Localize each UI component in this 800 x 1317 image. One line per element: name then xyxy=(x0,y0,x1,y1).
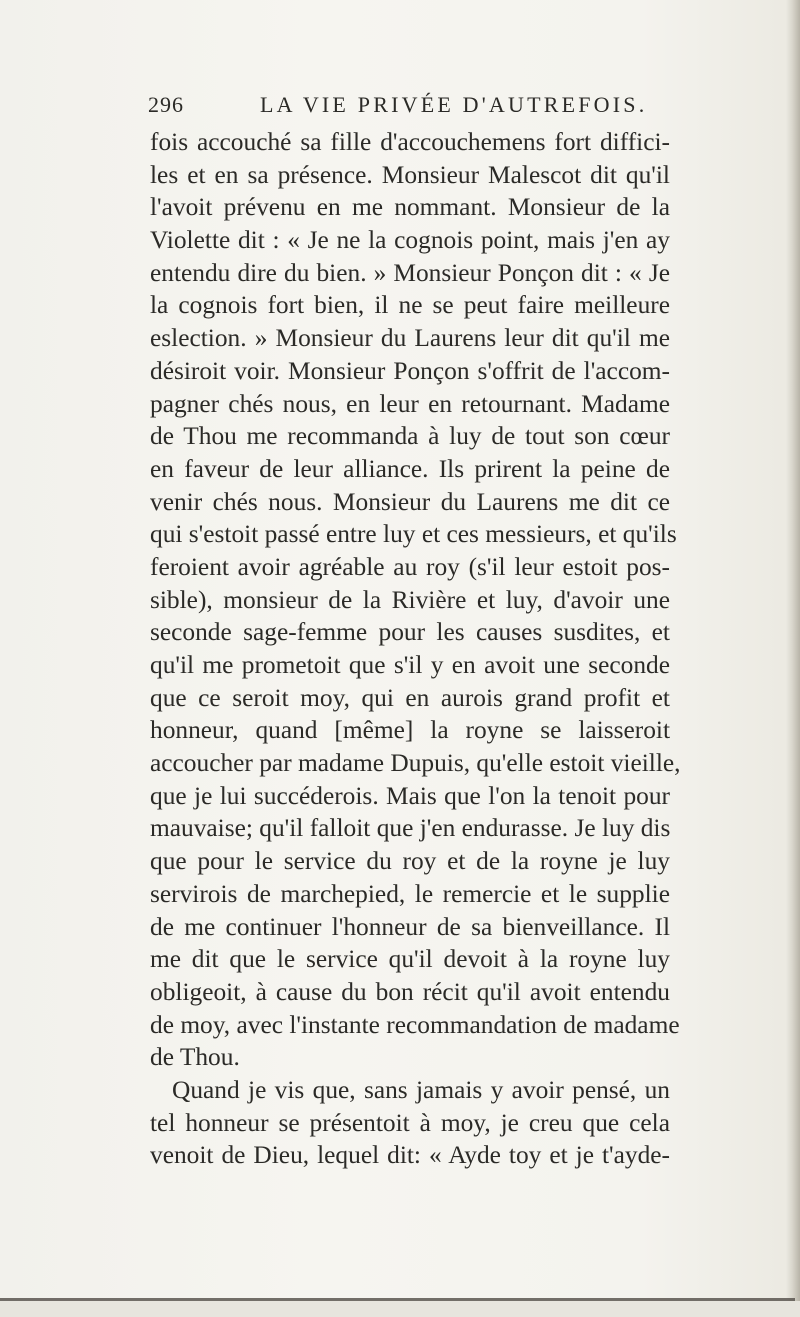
text-line: feroient avoir agréable au roy (s'il leur estoit pos- xyxy=(150,552,670,581)
running-head xyxy=(148,92,648,122)
text-line: qui s'estoit passé entre luy et ces messieurs, et qu'ils xyxy=(150,520,677,549)
text-line: désiroit voir. Monsieur Ponçon s'offrit de l'accom- xyxy=(150,356,670,385)
text-line: seconde sage-femme pour les causes susdites, et xyxy=(150,618,670,647)
text-line: Violette dit : « Je ne la cognois point, mais j'en ay xyxy=(150,226,670,255)
body-text xyxy=(150,126,681,1172)
text-line: en faveur de leur alliance. Ils prirent la peine de xyxy=(150,454,670,483)
page-bottom-margin xyxy=(0,1301,800,1317)
text-line: venoit de Dieu, lequel dit: « Ayde toy et je t'ayde- xyxy=(150,1141,670,1170)
text-line: fois accouché sa fille d'accouchemens fort diffici- xyxy=(150,128,670,156)
text-line: pagner chés nous, en leur en retournant. Madame xyxy=(150,389,670,418)
text-line: que ce seroit moy, qui en aurois grand profit et xyxy=(150,683,670,712)
text-line: sible), monsieur de la Rivière et luy, d'avoir une xyxy=(150,585,670,614)
text-line: de Thou me recommanda à luy de tout son cœur xyxy=(150,422,670,451)
text-line: les et en sa présence. Monsieur Malescot dit qu'il xyxy=(150,160,670,189)
text-line: entendu dire du bien. » Monsieur Ponçon dit : « Je xyxy=(150,258,670,287)
paragraph-start-line: Quand je vis que, sans jamais y avoir pensé, un xyxy=(172,1075,670,1104)
text-line: l'avoit prévenu en me nommant. Monsieur de la xyxy=(150,193,670,222)
text-line: accoucher par madame Dupuis, qu'elle estoit vieille, xyxy=(150,749,681,778)
page-bottom-edge xyxy=(0,1298,795,1301)
paragraph-end-line: de Thou. xyxy=(150,1043,240,1072)
page-edge-shadow xyxy=(786,0,800,1317)
text-line: de me continuer l'honneur de sa bienveillance. Il xyxy=(150,912,670,941)
text-line: eslection. » Monsieur du Laurens leur dit qu'il me xyxy=(150,324,670,353)
text-line: qu'il me prometoit que s'il y en avoit une seconde xyxy=(150,651,670,679)
text-line: la cognois fort bien, il ne se peut faire meilleure xyxy=(150,291,670,320)
text-line: servirois de marchepied, le remercie et le supplie xyxy=(150,879,670,908)
page-number: 296 xyxy=(148,92,184,117)
text-line: me dit que le service qu'il devoit à la royne luy xyxy=(150,945,670,974)
text-line: que je lui succéderois. Mais que l'on la tenoit pour xyxy=(150,781,670,810)
text-line: de moy, avec l'instante recommandation de madame xyxy=(150,1010,680,1039)
text-line: obligeoit, à cause du bon récit qu'il avoit entendu xyxy=(150,977,670,1006)
text-line: honneur, quand [même] la royne se laisseroit xyxy=(150,716,670,745)
text-line: mauvaise; qu'il falloit que j'en endurasse. Je luy dis xyxy=(150,814,671,843)
text-line: venir chés nous. Monsieur du Laurens me dit ce xyxy=(150,487,670,516)
text-line: tel honneur se présentoit à moy, je creu que cela xyxy=(150,1108,670,1137)
running-title: LA VIE PRIVÉE D'AUTREFOIS. xyxy=(260,92,648,117)
text-line: que pour le service du roy et de la royne je luy xyxy=(150,847,670,876)
